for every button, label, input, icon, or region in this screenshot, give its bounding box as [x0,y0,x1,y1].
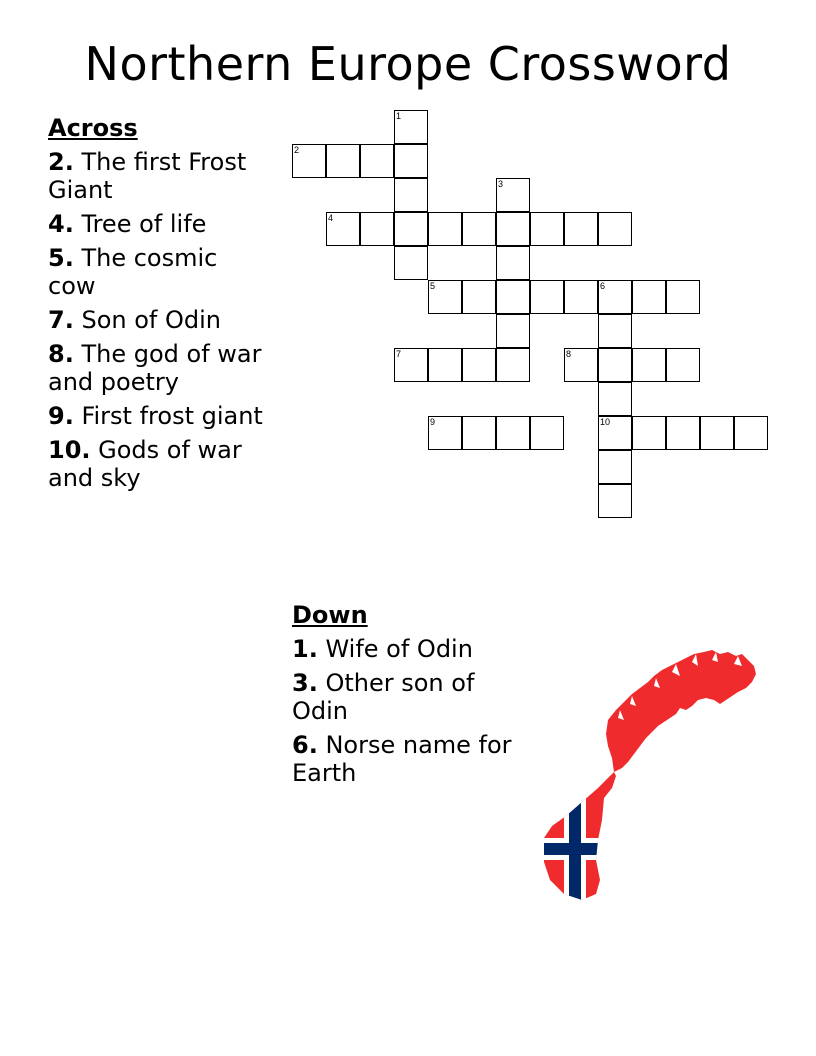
crossword-cell[interactable] [394,178,428,212]
crossword-cell[interactable] [360,144,394,178]
crossword-cell[interactable] [394,348,428,382]
crossword-cell[interactable] [360,212,394,246]
clue-text: First frost giant [73,402,263,430]
cell-number: 10 [600,417,611,427]
crossword-cell[interactable] [598,450,632,484]
down-heading: Down [292,601,368,629]
crossword-cell[interactable] [598,212,632,246]
cell-number: 3 [498,179,504,189]
crossword-cell[interactable] [428,416,462,450]
crossword-cell[interactable] [530,280,564,314]
crossword-cell[interactable] [734,416,768,450]
crossword-cell[interactable] [564,348,598,382]
crossword-cell[interactable] [496,416,530,450]
clue-text: The god of war and poetry [48,340,262,396]
down-clue [292,731,512,787]
clue-number: 4. [48,210,74,238]
clue-text: Son of Odin [73,306,221,334]
clue-text: The first Frost Giant [48,148,247,204]
crossword-cell[interactable] [394,110,428,144]
down-clue [292,669,512,725]
crossword-cell[interactable] [598,484,632,518]
cell-number: 6 [600,281,606,291]
crossword-cell[interactable] [394,144,428,178]
crossword-cell[interactable] [666,280,700,314]
crossword-cell[interactable] [326,212,360,246]
crossword-cell[interactable] [462,416,496,450]
crossword-cell[interactable] [326,144,360,178]
crossword-cell[interactable] [598,280,632,314]
crossword-cell[interactable] [564,280,598,314]
clue-text: Wife of Odin [317,635,473,663]
crossword-cell[interactable] [666,416,700,450]
crossword-cell[interactable] [496,280,530,314]
crossword-cell[interactable] [428,212,462,246]
across-heading: Across [48,114,138,142]
page-title: Northern Europe Crossword [84,37,732,91]
clue-number: 8. [48,340,74,368]
crossword-cell[interactable] [462,280,496,314]
clue-number: 3. [292,669,318,697]
crossword-cell[interactable] [598,416,632,450]
crossword-cell[interactable] [598,314,632,348]
crossword-cell[interactable] [632,416,666,450]
cell-number: 5 [430,281,436,291]
crossword-cell[interactable] [394,212,428,246]
down-clue-list [292,635,512,787]
down-clues [292,601,512,793]
crossword-cell[interactable] [394,246,428,280]
crossword-cell[interactable] [700,416,734,450]
crossword-cell[interactable] [462,212,496,246]
crossword-cell[interactable] [632,280,666,314]
clue-number: 1. [292,635,318,663]
clue-number: 9. [48,402,74,430]
cell-number: 8 [566,349,572,359]
cell-number: 1 [396,111,402,121]
down-clue [292,635,512,663]
clue-text: Tree of life [73,210,207,238]
crossword-cell[interactable] [428,280,462,314]
crossword-cell[interactable] [530,212,564,246]
crossword-cell[interactable] [598,348,632,382]
cell-number: 9 [430,417,436,427]
cell-number: 4 [328,213,334,223]
cell-number: 2 [294,145,300,155]
crossword-cell[interactable] [564,212,598,246]
clue-number: 5. [48,244,74,272]
crossword-cell[interactable] [428,348,462,382]
crossword-cell[interactable] [496,178,530,212]
clue-text: Gods of war and sky [48,436,242,492]
crossword-cell[interactable] [292,144,326,178]
clue-number: 6. [292,731,318,759]
crossword-cell[interactable] [496,314,530,348]
crossword-cell[interactable] [496,246,530,280]
clue-number: 7. [48,306,74,334]
crossword-cell[interactable] [530,416,564,450]
crossword-cell[interactable] [598,382,632,416]
norway-flag-map-image [536,648,760,904]
clue-text: The cosmic cow [48,244,218,300]
crossword-cell[interactable] [462,348,496,382]
crossword-cell[interactable] [632,348,666,382]
clue-number: 2. [48,148,74,176]
clue-number: 10. [48,436,91,464]
cell-number: 7 [396,349,402,359]
crossword-cell[interactable] [496,348,530,382]
crossword-cell[interactable] [666,348,700,382]
crossword-cell[interactable] [496,212,530,246]
clue-text: Norse name for Earth [292,731,512,787]
clue-text: Other son of Odin [292,669,475,725]
